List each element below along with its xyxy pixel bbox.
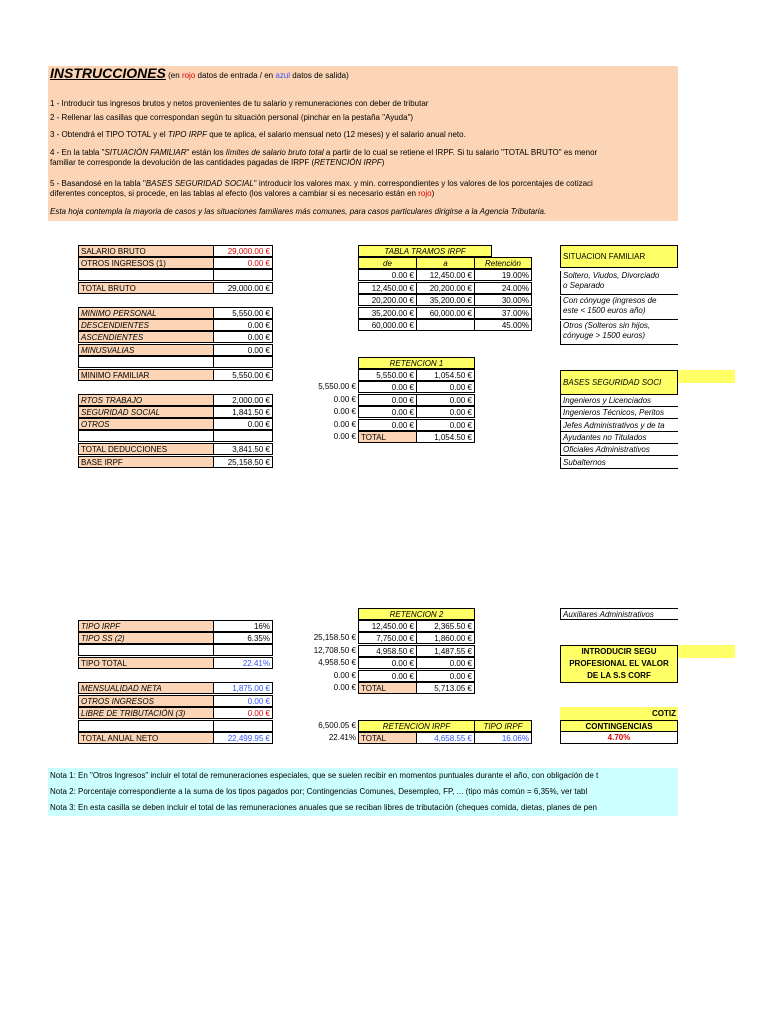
introducir-box xyxy=(560,645,678,683)
bases-row: Oficiales Administrativos xyxy=(560,444,678,456)
tramos-header-retencion: Retención xyxy=(474,257,532,269)
label-base-irpf: BASE IRPF xyxy=(78,456,214,468)
step-4-line2 xyxy=(50,158,384,168)
note-3: Nota 3: En esta casilla se deben incluir el total de las remuneraciones anuales que se reciban libres de tributación (cheques comida, dietas, planes de pen xyxy=(48,800,678,816)
familiar-row-2-b: este < 1500 euros año) xyxy=(563,306,646,315)
bases-title: BASES SEGURIDAD SOCI xyxy=(560,370,678,395)
value-rtos-trabajo: 2,000.00 € xyxy=(213,394,273,406)
bases-row: Ayudantes no Titulados xyxy=(560,432,678,444)
step-2: 2 - Rellenar las casillas que correspondan según tu situación personal (pinchar en la pestaña "Ayuda") xyxy=(50,113,414,122)
value-total-deducciones: 3,841.50 € xyxy=(213,443,273,455)
step-4-e: a partir de lo cual se retiene el IRPF. Si tu salario "TOTAL BRUTO" es menor xyxy=(325,148,598,157)
ret2-side-value: 4,958.50 € xyxy=(318,658,356,668)
value-minimo-personal: 5,550.00 € xyxy=(213,307,273,319)
bases-row: Ingenieros y Licenciados xyxy=(560,395,678,407)
value-tipo-total: 22.41% xyxy=(213,657,273,669)
label-salario-bruto: SALARIO BRUTO xyxy=(78,245,214,257)
subtitle-rojo: rojo xyxy=(181,71,196,80)
ret2-cell: 0.00 € xyxy=(416,670,475,682)
input-tipo-ss[interactable]: 6.35% xyxy=(213,632,273,644)
label-tipo-irpf: TIPO IRPF xyxy=(78,620,214,632)
ret2-title: RETENCION 2 xyxy=(358,608,475,620)
tramos-header-de: de xyxy=(358,257,417,269)
ret2-cell: 0.00 € xyxy=(358,670,417,682)
ret-irpf-side-2: 22.41% xyxy=(328,733,356,742)
introducir-line-1: INTRODUCIR SEGU xyxy=(581,647,657,656)
value-seguridad-social: 1,841.50 € xyxy=(213,406,273,418)
blank-cell xyxy=(213,720,273,732)
step-4-a: 4 - En la tabla " xyxy=(50,148,105,157)
ret1-cell: 0.00 € xyxy=(416,406,475,418)
familiar-row-3 xyxy=(560,321,678,345)
label-total-bruto: TOTAL BRUTO xyxy=(78,282,214,294)
tramos-cell: 12,450.00 € xyxy=(358,282,417,294)
ret2-cell: 7,750.00 € xyxy=(358,632,417,644)
ret2-cell: 0.00 € xyxy=(358,657,417,669)
blank-cell xyxy=(213,644,273,656)
cotiz-contingencias-value[interactable]: 4.70% xyxy=(560,732,678,744)
subtitle-mid: datos de entrada / en xyxy=(197,71,274,80)
value-otros-ingresos-2: 0.00 € xyxy=(213,695,273,707)
value-descendientes: 0.00 € xyxy=(213,319,273,331)
familiar-row-2-a: Con cónyuge (ingresos de xyxy=(563,296,657,305)
step-3-c: que te aplica, el salario mensual neto (12 meses) y el salario anual neto. xyxy=(209,130,466,139)
ret2-side-value: 25,158.50 € xyxy=(313,633,356,643)
familiar-row-3-b: cónyuge > 1500 euros) xyxy=(563,331,646,340)
ret-irpf-side-1: 6,500.05 € xyxy=(318,721,356,730)
bases-row: Subalternos xyxy=(560,457,678,469)
ret-irpf-title: RETENCION IRPF xyxy=(358,720,475,732)
value-base-irpf: 25,158.50 € xyxy=(213,456,273,468)
note-2: Nota 2: Porcentaje correspondiente a la suma de los tipos pagados por; Contingencias Comunes, Desempleo, FP, ... (tipo más común = 6,35%, ver tabl xyxy=(48,784,678,800)
subtitle-pre: (en xyxy=(168,71,180,80)
tramos-cell[interactable]: 24.00% xyxy=(474,282,532,294)
instructions-heading xyxy=(50,65,349,81)
value-minusvalias: 0.00 € xyxy=(213,344,273,356)
label-total-deducciones: TOTAL DEDUCCIONES xyxy=(78,443,214,455)
tramos-cell: 20,200.00 € xyxy=(358,294,417,306)
value-otros: 0.00 € xyxy=(213,418,273,430)
bases-title-spill xyxy=(678,370,735,383)
label-mensualidad: MENSUALIDAD NETA xyxy=(78,682,214,694)
label-minimo-personal: MINIMO PERSONAL xyxy=(78,307,214,319)
input-otros-ingresos[interactable]: 0.00 € xyxy=(213,257,273,269)
familiar-title: SITUACION FAMILIAR xyxy=(560,245,678,268)
ret2-total-value: 5,713.05 € xyxy=(416,682,475,694)
label-tipo-total: TIPO TOTAL xyxy=(78,657,214,669)
tramos-cell: 0.00 € xyxy=(358,269,417,281)
ret1-cell: 0.00 € xyxy=(358,419,417,431)
familiar-row-3-a: Otros (Solteros sin hijos, xyxy=(563,321,651,330)
ret1-side-value: 0.00 € xyxy=(333,394,356,404)
bases-row: Jefes Administrativos y de ta xyxy=(560,420,678,432)
label-rtos-trabajo: RTOS TRABAJO xyxy=(78,394,214,406)
step-4-line1 xyxy=(50,148,597,158)
ret1-side-value xyxy=(300,369,358,381)
ret2-cell: 4,958.50 € xyxy=(358,645,417,657)
tramos-cell: 35,200.00 € xyxy=(416,294,475,306)
cotiz-title: COTIZ xyxy=(560,707,678,720)
familiar-row-2 xyxy=(560,296,678,320)
ret1-cell: 0.00 € xyxy=(358,381,417,393)
step-5-line2 xyxy=(50,189,434,199)
tipo-irpf-title: TIPO IRPF xyxy=(474,720,532,732)
ret2-side-value: 0.00 € xyxy=(333,670,356,680)
step-5-f: ) xyxy=(431,189,435,198)
blank-cell xyxy=(213,269,273,281)
tramos-cell[interactable]: 30.00% xyxy=(474,294,532,306)
ret1-cell: 0.00 € xyxy=(358,394,417,406)
ret1-total-side: 0.00 € xyxy=(333,432,356,441)
label-descendientes: DESCENDIENTES xyxy=(78,319,214,331)
value-total-bruto: 29,000.00 € xyxy=(213,282,273,294)
bases-aux: Auxiliares Administrativos xyxy=(560,608,678,620)
step-4-c: " están los xyxy=(186,148,224,157)
ret1-side-value: 0.00 € xyxy=(333,407,356,417)
label-libre-tributacion: LIBRE DE TRIBUTACIÓN (3) xyxy=(78,707,214,719)
step-3-b: TIPO IRPF xyxy=(167,130,207,139)
tipo-irpf-value: 16.06% xyxy=(474,732,532,744)
ret2-cell: 0.00 € xyxy=(416,657,475,669)
tramos-cell[interactable]: 37.00% xyxy=(474,307,532,319)
ret1-cell: 0.00 € xyxy=(416,381,475,393)
ret1-cell: 0.00 € xyxy=(416,394,475,406)
label-otros: OTROS xyxy=(78,418,214,430)
familiar-row-1-b: o Separado xyxy=(563,281,605,290)
ret2-total-label: TOTAL xyxy=(358,682,417,694)
blank-cell xyxy=(213,356,273,368)
ret2-cell: 1,487.55 € xyxy=(416,645,475,657)
blank-cell xyxy=(78,720,214,732)
label-otros-ingresos-2: OTROS INGRESOS xyxy=(78,695,214,707)
ret1-total-value: 1,054.50 € xyxy=(416,431,475,443)
instructions-panel xyxy=(48,66,678,221)
step-4-g: RETENCIÓN IRPF xyxy=(314,158,382,167)
introducir-spill xyxy=(678,645,735,658)
label-tipo-ss: TIPO SS (2) xyxy=(78,632,214,644)
ret2-side-value: 12,708.50 € xyxy=(313,645,356,655)
value-tipo-irpf: 16% xyxy=(213,620,273,632)
label-otros-ingresos: OTROS INGRESOS (1) xyxy=(78,257,214,269)
ret2-total-side: 0.00 € xyxy=(333,683,356,692)
tramos-cell: 20,200.00 € xyxy=(416,282,475,294)
familiar-row-1 xyxy=(560,271,678,295)
ret1-side-value: 0.00 € xyxy=(333,419,356,429)
bases-row: Ingenieros Técnicos, Peritos xyxy=(560,407,678,419)
blank-cell xyxy=(213,430,273,442)
step-4-h: ) xyxy=(381,158,385,167)
label-seguridad-social: SEGURIDAD SOCIAL xyxy=(78,406,214,418)
tramos-cell: 12,450.00 € xyxy=(416,269,475,281)
ret2-cell: 1,860.00 € xyxy=(416,632,475,644)
blank-cell xyxy=(78,356,214,368)
blank-cell xyxy=(78,644,214,656)
tramos-title: TABLA TRAMOS IRPF xyxy=(358,245,492,257)
ret2-cell: 2,365.50 € xyxy=(416,620,475,632)
ret-irpf-total-label: TOTAL xyxy=(358,732,417,744)
label-total-anual: TOTAL ANUAL NETO xyxy=(78,732,214,744)
cotiz-contingencias: CONTINGENCIAS xyxy=(560,720,678,732)
step-3 xyxy=(50,130,466,140)
ret1-cell: 5,550.00 € xyxy=(358,369,417,381)
ret1-side-value: 5,550.00 € xyxy=(318,382,356,392)
step-5-c: " introducir los valores max. y min. correspondientes y los valores de los porcentajes de cotizaci xyxy=(253,179,593,188)
instructions-title: INSTRUCCIONES xyxy=(50,65,166,81)
subtitle-azul: azul xyxy=(275,71,291,80)
ret1-total-label: TOTAL xyxy=(358,431,417,443)
tramos-cell[interactable]: 19.00% xyxy=(474,269,532,281)
value-ascendientes: 0.00 € xyxy=(213,331,273,343)
blank-cell xyxy=(78,269,214,281)
value-total-anual: 22,499.95 € xyxy=(213,732,273,744)
subtitle-post: datos de salida) xyxy=(292,71,349,80)
tramos-cell[interactable]: 45.00% xyxy=(474,319,532,331)
ret1-cell: 1,054.50 € xyxy=(416,369,475,381)
familiar-row-1-a: Soltero, Viudos, Divorciado xyxy=(563,271,660,280)
note-1: Nota 1: En "Otros Ingresos" incluir el total de remuneraciones especiales, que se suelen recibir en momentos puntuales durante el año, con obligación de t xyxy=(48,768,678,784)
step-3-a: 3 - Obtendrá el TIPO TOTAL y el xyxy=(50,130,166,139)
instructions-footer: Esta hoja contempla la mayoria de casos y las situaciones familiares más comunes, para casos particulares dirigirse a la Agencia Tributaria. xyxy=(50,207,547,216)
value-mensualidad: 1,875.00 € xyxy=(213,682,273,694)
step-4-f: familiar te corresponde la devolución de las cantidades pagadas de IRPF ( xyxy=(50,158,315,167)
input-salario-bruto[interactable]: 29,000.00 € xyxy=(213,245,273,257)
tramos-header-a: a xyxy=(416,257,475,269)
input-libre-tributacion[interactable]: 0.00 € xyxy=(213,707,273,719)
tramos-cell: 60,000.00 € xyxy=(416,307,475,319)
step-5-b: BASES SEGURIDAD SOCIAL xyxy=(145,179,254,188)
ret-irpf-total-value: 4,658.55 € xyxy=(416,732,475,744)
step-5-line1 xyxy=(50,179,593,189)
step-4-b: SITUACIÓN FAMILIAR xyxy=(104,148,187,157)
value-minimo-familiar: 5,550.00 € xyxy=(213,369,273,381)
ret2-side-value xyxy=(300,620,358,632)
ret1-title: RETENCION 1 xyxy=(358,357,475,369)
ret1-cell: 0.00 € xyxy=(416,419,475,431)
label-ascendientes: ASCENDIENTES xyxy=(78,331,214,343)
ret2-cell: 12,450.00 € xyxy=(358,620,417,632)
label-minimo-familiar: MINIMO FAMILIAR xyxy=(78,369,214,381)
step-4-d: límites de salario bruto total xyxy=(225,148,324,157)
tramos-cell: 35,200.00 € xyxy=(358,307,417,319)
ret1-cell: 0.00 € xyxy=(358,406,417,418)
introducir-line-3: DE LA S.S CORF xyxy=(587,671,651,680)
step-5-e: rojo xyxy=(418,189,432,198)
label-minusvalias: MINUSVALIAS xyxy=(78,344,214,356)
introducir-line-2: PROFESIONAL EL VALOR xyxy=(569,659,669,668)
step-5-a: 5 - Basandosé en la tabla " xyxy=(50,179,146,188)
step-5-d: diferentes conceptos, si procede, en las tablas al efecto (los valores a cambiar si es necesario están en xyxy=(50,189,416,198)
tramos-cell: 60,000.00 € xyxy=(358,319,417,331)
blank-cell xyxy=(78,430,214,442)
step-1: 1 - Introducir tus ingresos brutos y netos provenientes de tu salario y remuneraciones con deber de tributar xyxy=(50,99,429,108)
tramos-cell xyxy=(416,319,475,331)
